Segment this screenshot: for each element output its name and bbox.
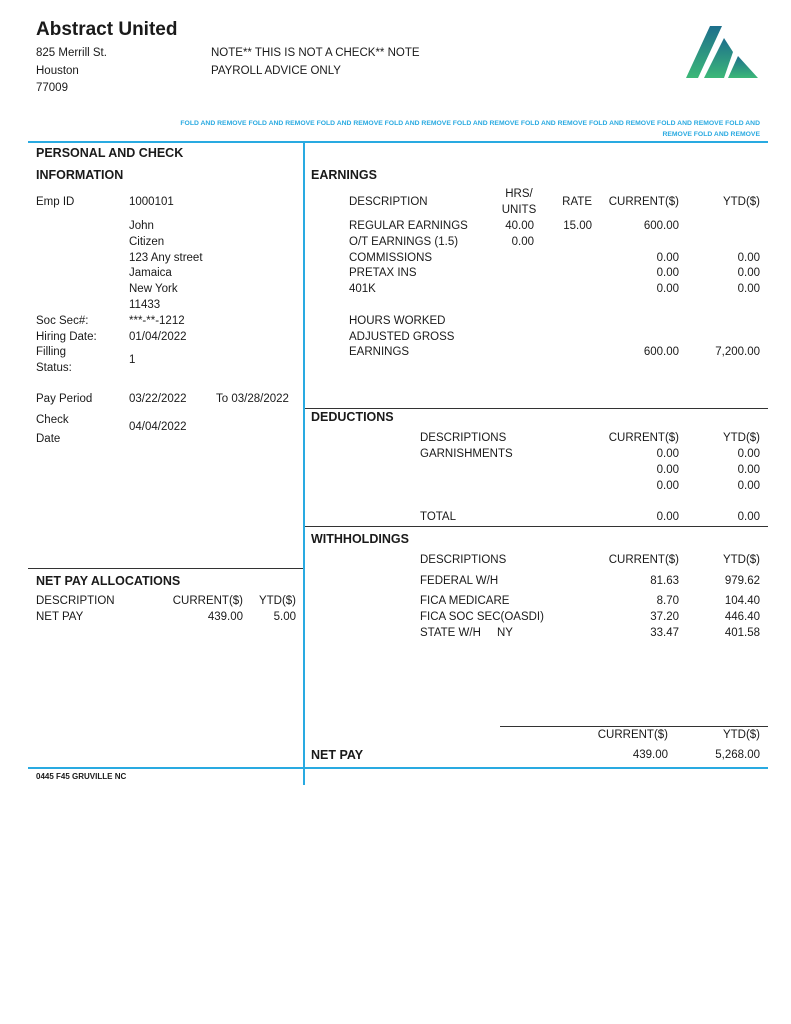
deductions-row-current: 0.00 [656, 480, 679, 492]
check-date-label-2: Date [36, 433, 61, 445]
earnings-row-ytd: 0.00 [737, 267, 760, 279]
withholdings-row-description: FICA MEDICARE [420, 595, 510, 607]
adjusted-gross-label-1: ADJUSTED GROSS [349, 331, 455, 343]
earnings-header-units: UNITS [501, 204, 537, 216]
fold-remove-line [100, 118, 760, 140]
net-pay-current-value: 439.00 [632, 749, 668, 761]
payroll-advice-note: PAYROLL ADVICE ONLY [211, 65, 341, 77]
earnings-header-hrs: HRS/ [505, 188, 533, 200]
earnings-row-current: 0.00 [656, 252, 679, 264]
earnings-row-description: REGULAR EARNINGS [349, 220, 468, 232]
bottom-divider [28, 767, 768, 769]
withholdings-row-description: FEDERAL W/H [420, 575, 499, 587]
allocations-row-current: 439.00 [207, 611, 243, 623]
mountain-logo-icon [686, 22, 760, 80]
company-address-street: 825 Merrill St. [36, 47, 107, 59]
check-date-label-1: Check [36, 414, 69, 426]
company-name: Abstract United [36, 19, 178, 40]
net-pay-summary-divider [500, 726, 768, 727]
deductions-row-description: GARNISHMENTS [420, 448, 513, 460]
top-divider [28, 141, 768, 143]
employee-city: Jamaica [129, 267, 172, 279]
deductions-row-current: 0.00 [656, 448, 679, 460]
earnings-row-hrs: 40.00 [505, 220, 534, 232]
withholdings-header-current: CURRENT($) [608, 554, 679, 566]
withholdings-row-description: FICA SOC SEC(OASDI) [420, 611, 544, 623]
earnings-row-description: COMMISSIONS [349, 252, 433, 264]
net-pay-alloc-divider [28, 568, 303, 569]
hiring-date-value: 01/04/2022 [129, 331, 187, 343]
earnings-row-current: 600.00 [643, 220, 679, 232]
withholdings-row-ytd: 401.58 [724, 627, 760, 639]
withholdings-row-current: 81.63 [650, 575, 679, 587]
filing-status-label-1: Filling [36, 346, 67, 358]
net-pay-ytd-label: YTD($) [722, 729, 760, 741]
fold-line-1: FOLD AND REMOVE FOLD AND REMOVE FOLD AND REMOVE FOLD AND REMOVE FOLD AND REMOVE FOLD AND REMOVE FOLD AND REMOVE FOLD AND REMOVE FOLD AND [180, 120, 760, 127]
employee-first-name: John [129, 220, 154, 232]
hiring-date-label: Hiring Date: [36, 331, 97, 343]
earnings-row-rate: 15.00 [563, 220, 592, 232]
earnings-row-hrs: 0.00 [511, 236, 534, 248]
withholdings-title: WITHHOLDINGS [311, 532, 409, 546]
earnings-row-ytd: 0.00 [737, 252, 760, 264]
allocations-header-ytd: YTD($) [258, 595, 296, 607]
deductions-header-description: DESCRIPTIONS [420, 432, 507, 444]
withholdings-header-ytd: YTD($) [722, 554, 760, 566]
withholdings-row-ytd: 446.40 [724, 611, 760, 623]
personal-title-line2: INFORMATION [36, 168, 124, 182]
withholdings-row-description: STATE W/H [420, 627, 481, 639]
emp-id-label: Emp ID [36, 196, 75, 208]
earnings-header-current: CURRENT($) [608, 196, 679, 208]
footer-code: 0445 F45 GRUVILLE NC [36, 772, 127, 781]
allocations-row-description: NET PAY [36, 611, 84, 623]
net-pay-allocations-title: NET PAY ALLOCATIONS [36, 574, 181, 588]
deductions-row-ytd: 0.00 [737, 448, 760, 460]
deductions-row-ytd: 0.00 [737, 480, 760, 492]
deductions-total-ytd: 0.00 [737, 511, 760, 523]
earnings-row-ytd: 0.00 [737, 283, 760, 295]
deductions-row-ytd: 0.00 [737, 464, 760, 476]
filing-status-label-2: Status: [36, 362, 72, 374]
filing-status-value: 1 [129, 354, 136, 366]
employee-street: 123 Any street [129, 252, 203, 264]
personal-title-line1: PERSONAL AND CHECK [36, 146, 184, 160]
earnings-row-current: 0.00 [656, 267, 679, 279]
net-pay-current-label: CURRENT($) [597, 729, 668, 741]
deductions-divider [305, 408, 768, 409]
earnings-header-description: DESCRIPTION [349, 196, 428, 208]
employee-state: New York [129, 283, 178, 295]
deductions-total-label: TOTAL [420, 511, 456, 523]
withholdings-header-description: DESCRIPTIONS [420, 554, 507, 566]
company-address-city: Houston [36, 65, 79, 77]
deductions-total-current: 0.00 [656, 511, 679, 523]
company-address-zip: 77009 [36, 82, 68, 94]
employee-zip: 11433 [129, 299, 161, 311]
vertical-divider [303, 141, 305, 785]
earnings-title: EARNINGS [311, 168, 377, 182]
emp-id-value: 1000101 [129, 196, 174, 208]
soc-sec-label: Soc Sec#: [36, 315, 89, 327]
withholdings-row-current: 33.47 [650, 627, 679, 639]
earnings-row-description: PRETAX INS [349, 267, 417, 279]
adjusted-gross-ytd: 7,200.00 [715, 346, 760, 358]
withholdings-row-state: NY [497, 627, 513, 639]
withholdings-row-ytd: 979.62 [724, 575, 760, 587]
check-date-value: 04/04/2022 [129, 421, 187, 433]
deductions-title: DEDUCTIONS [311, 410, 394, 424]
earnings-row-current: 0.00 [656, 283, 679, 295]
withholdings-row-current: 8.70 [656, 595, 679, 607]
withholdings-row-current: 37.20 [650, 611, 679, 623]
withholdings-divider [305, 526, 768, 527]
fold-line-2: REMOVE FOLD AND REMOVE [662, 131, 760, 138]
earnings-row-description: 401K [349, 283, 376, 295]
net-pay-title: NET PAY [311, 748, 364, 762]
earnings-row-description: O/T EARNINGS (1.5) [349, 236, 459, 248]
not-a-check-note: NOTE** THIS IS NOT A CHECK** NOTE [211, 47, 420, 59]
pay-period-to: To 03/28/2022 [216, 393, 289, 405]
adjusted-gross-label-2: EARNINGS [349, 346, 410, 358]
allocations-header-current: CURRENT($) [172, 595, 243, 607]
deductions-row-current: 0.00 [656, 464, 679, 476]
pay-period-from: 03/22/2022 [129, 393, 187, 405]
hours-worked-label: HOURS WORKED [349, 315, 446, 327]
deductions-header-ytd: YTD($) [722, 432, 760, 444]
withholdings-row-ytd: 104.40 [724, 595, 760, 607]
earnings-header-ytd: YTD($) [722, 196, 760, 208]
earnings-header-rate: RATE [562, 196, 592, 208]
allocations-row-ytd: 5.00 [273, 611, 296, 623]
deductions-header-current: CURRENT($) [608, 432, 679, 444]
allocations-header-description: DESCRIPTION [36, 595, 115, 607]
net-pay-ytd-value: 5,268.00 [715, 749, 760, 761]
pay-period-label: Pay Period [36, 393, 93, 405]
adjusted-gross-current: 600.00 [643, 346, 679, 358]
employee-last-name: Citizen [129, 236, 165, 248]
soc-sec-value: ***-**-1212 [129, 315, 185, 327]
